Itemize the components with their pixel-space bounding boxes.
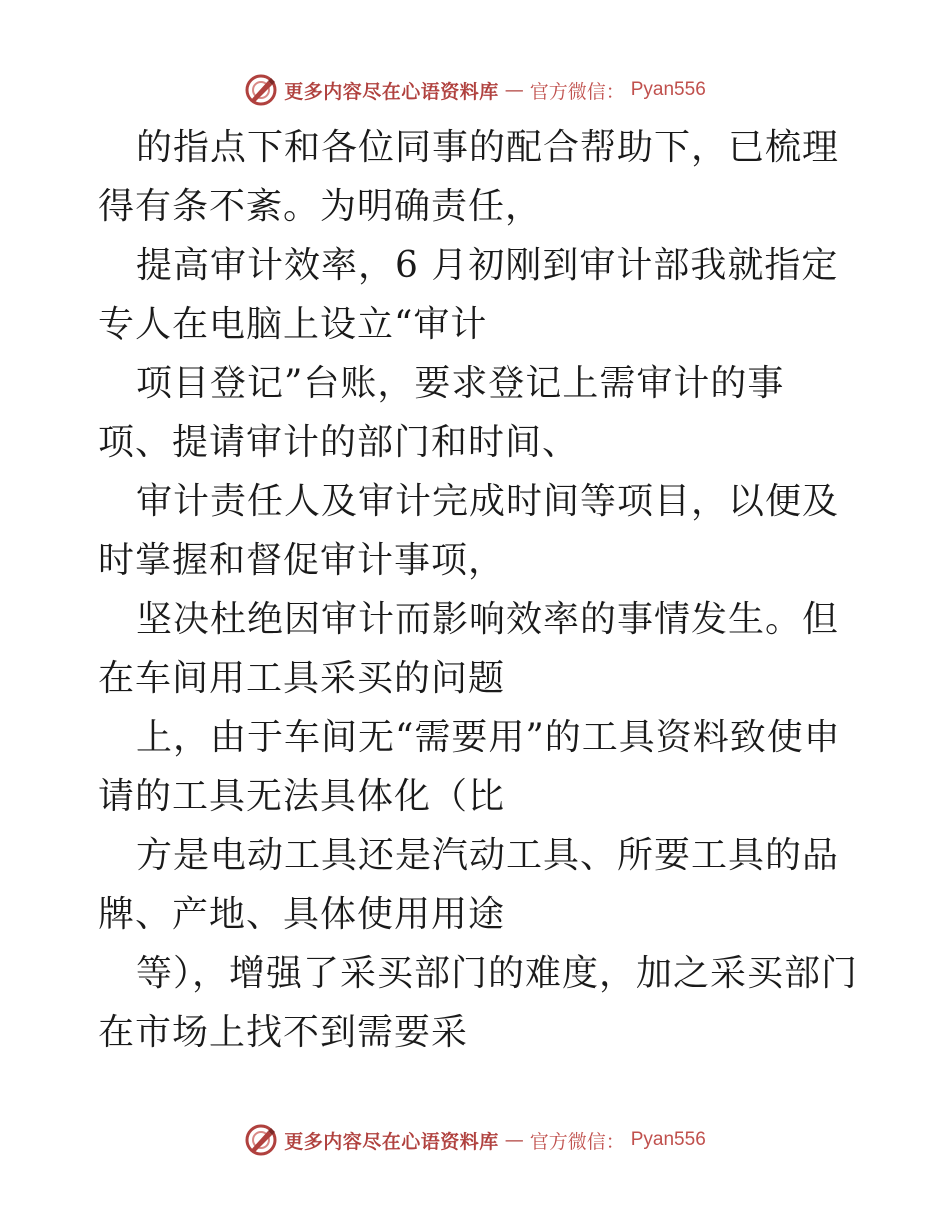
- paragraph: 方是电动工具还是汽动工具、所要工具的品牌、产地、具体使用用途: [98, 835, 840, 935]
- pen-logo-icon: [244, 73, 278, 107]
- footer-site-text: 更多内容尽在心语资料库: [284, 1130, 499, 1153]
- header-site-text: 更多内容尽在心语资料库: [284, 80, 499, 103]
- footer-wechat-label: 官方微信：: [529, 1130, 625, 1153]
- header-wechat-id: Pyan556: [630, 79, 706, 100]
- footer-separator: —: [504, 1129, 524, 1151]
- footer-wechat-id: Pyan556: [630, 1129, 706, 1150]
- paragraph: 的指点下和各位同事的配合帮助下，已梳理得有条不紊。为明确责任，: [98, 127, 840, 227]
- header-wechat-label: 官方微信：: [529, 80, 625, 103]
- header-separator: —: [504, 79, 524, 101]
- paragraph: 提高审计效率，6 月初刚到审计部我就指定专人在电脑上设立“审计: [98, 245, 839, 345]
- footer-banner: [0, 1120, 950, 1160]
- paragraph: 项目登记”台账，要求登记上需审计的事项、提请审计的部门和时间、: [98, 363, 785, 463]
- paragraph: 坚决杜绝因审计而影响效率的事情发生。但在车间用工具采买的问题: [98, 599, 840, 699]
- paragraph: 上，由于车间无“需要用”的工具资料致使申请的工具无法具体化（比: [98, 717, 841, 817]
- paragraph: 等），增强了采买部门的难度，加之采买部门在市场上找不到需要采: [98, 953, 859, 1053]
- document-body: [98, 118, 858, 1062]
- header-banner: [0, 70, 950, 110]
- pen-logo-icon: [244, 1123, 278, 1157]
- paragraph: 审计责任人及审计完成时间等项目，以便及时掌握和督促审计事项，: [98, 481, 840, 581]
